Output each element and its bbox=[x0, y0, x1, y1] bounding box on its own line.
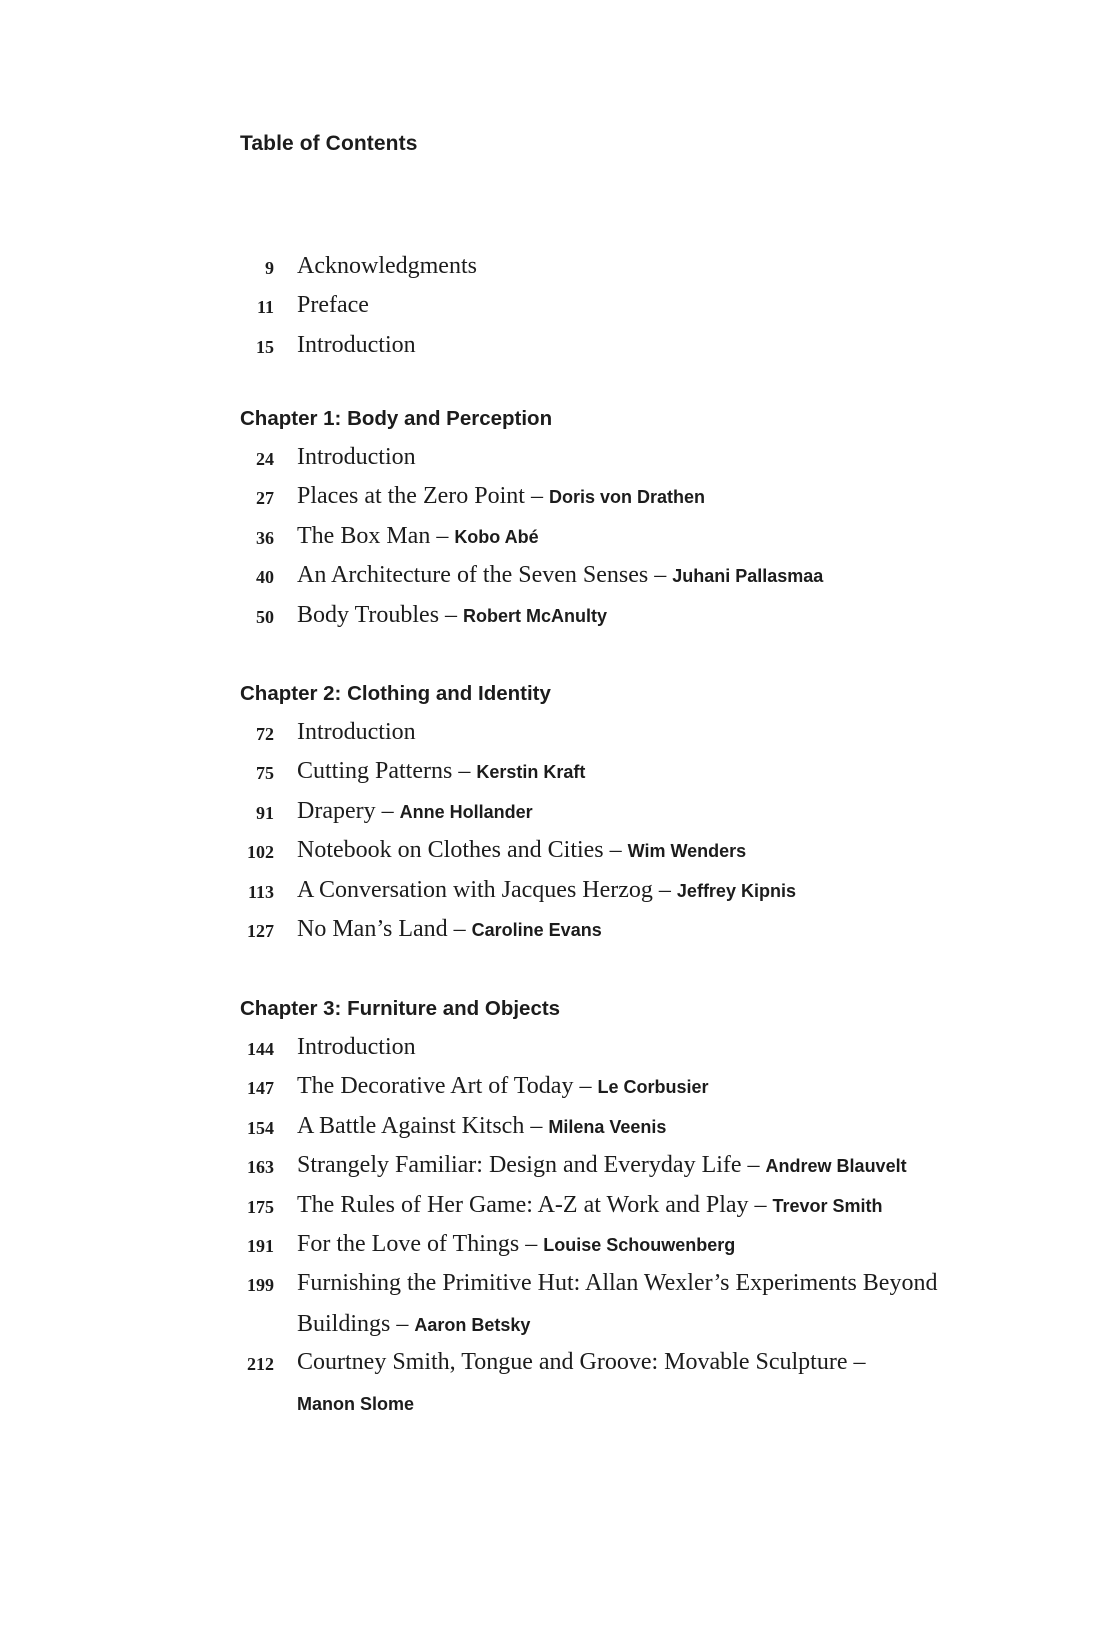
entry-text bbox=[297, 1145, 947, 1187]
page-number: 175 bbox=[247, 1197, 274, 1217]
chapter-heading: Chapter 2: Clothing and Identity bbox=[240, 682, 551, 705]
entry-author: Trevor Smith bbox=[772, 1196, 883, 1216]
entry-text bbox=[297, 1066, 947, 1108]
toc-entry[interactable] bbox=[0, 791, 1097, 832]
entry-title: The Rules of Her Game: A-Z at Work and Play bbox=[297, 1192, 749, 1218]
entry-title: Strangely Familiar: Design and Everyday Life bbox=[297, 1152, 742, 1178]
entry-author: Louise Schouwenberg bbox=[543, 1235, 736, 1255]
entry-title: Acknowledgments bbox=[297, 253, 477, 279]
entry-author: Juhani Pallasmaa bbox=[672, 566, 824, 586]
toc-entry[interactable] bbox=[0, 1185, 1097, 1226]
page-number: 11 bbox=[256, 297, 274, 317]
toc-entry[interactable] bbox=[0, 437, 1097, 478]
author-separator: – bbox=[654, 562, 667, 588]
page-number: 9 bbox=[265, 258, 274, 278]
entry-text bbox=[297, 246, 947, 287]
author-separator: – bbox=[396, 1311, 409, 1337]
entry-text bbox=[297, 555, 947, 597]
toc-entry[interactable] bbox=[0, 909, 1097, 950]
toc-entry[interactable] bbox=[0, 285, 1097, 326]
entry-text bbox=[297, 830, 947, 872]
entry-text bbox=[297, 437, 947, 478]
entry-text bbox=[297, 791, 947, 833]
entry-title: Body Troubles bbox=[297, 602, 440, 628]
entry-title: Introduction bbox=[297, 719, 416, 745]
entry-author: Jeffrey Kipnis bbox=[676, 881, 796, 901]
toc-entry[interactable] bbox=[0, 712, 1097, 753]
toc-entry[interactable] bbox=[0, 516, 1097, 557]
page-number: 36 bbox=[256, 528, 274, 548]
author-separator: – bbox=[445, 602, 458, 628]
author-separator: – bbox=[747, 1152, 760, 1178]
entry-title: Introduction bbox=[297, 1034, 416, 1060]
author-separator: – bbox=[853, 1349, 866, 1375]
page-number: 113 bbox=[247, 882, 274, 902]
entry-author: Doris von Drathen bbox=[548, 487, 705, 507]
page-number: 191 bbox=[247, 1236, 274, 1256]
page-number: 72 bbox=[256, 724, 274, 744]
page-number: 75 bbox=[256, 763, 274, 783]
toc-entry[interactable] bbox=[0, 1263, 1097, 1345]
entry-title: Introduction bbox=[297, 444, 416, 470]
entry-author: Milena Veenis bbox=[548, 1117, 667, 1137]
entry-text bbox=[297, 751, 947, 793]
entry-author: Caroline Evans bbox=[471, 920, 602, 940]
toc-entry[interactable] bbox=[0, 325, 1097, 366]
entry-text bbox=[297, 1106, 947, 1148]
entry-author: Robert McAnulty bbox=[463, 606, 608, 626]
entry-text bbox=[297, 870, 947, 912]
toc-entry[interactable] bbox=[0, 870, 1097, 911]
page-number: 127 bbox=[247, 921, 274, 941]
entry-text bbox=[297, 516, 947, 558]
author-separator: – bbox=[754, 1192, 767, 1218]
page-number: 15 bbox=[256, 337, 274, 357]
author-separator: – bbox=[458, 758, 471, 784]
toc-entry[interactable] bbox=[0, 246, 1097, 287]
entry-author: Le Corbusier bbox=[597, 1077, 709, 1097]
entry-title: An Architecture of the Seven Senses bbox=[297, 562, 649, 588]
toc-entry[interactable] bbox=[0, 1145, 1097, 1186]
entry-text bbox=[297, 325, 947, 366]
entry-title: No Man’s Land bbox=[297, 916, 448, 942]
entry-title: Introduction bbox=[297, 332, 416, 358]
author-separator: – bbox=[381, 798, 394, 824]
author-separator: – bbox=[530, 483, 543, 509]
page-number: 144 bbox=[247, 1039, 274, 1059]
entry-text bbox=[297, 1027, 947, 1068]
toc-entry[interactable] bbox=[0, 1106, 1097, 1147]
entry-author: Andrew Blauvelt bbox=[765, 1156, 907, 1176]
entry-author: Kobo Abé bbox=[454, 527, 539, 547]
toc-entry[interactable] bbox=[0, 1224, 1097, 1265]
page-number: 154 bbox=[247, 1118, 274, 1138]
page-number: 163 bbox=[247, 1157, 274, 1177]
author-separator: – bbox=[579, 1073, 592, 1099]
page-number: 212 bbox=[247, 1354, 274, 1374]
entry-title: Cutting Patterns bbox=[297, 758, 453, 784]
entry-title: A Battle Against Kitsch bbox=[297, 1113, 525, 1139]
page-number: 24 bbox=[256, 449, 274, 469]
entry-text bbox=[297, 595, 947, 637]
toc-entry[interactable] bbox=[0, 476, 1097, 517]
entry-title: A Conversation with Jacques Herzog bbox=[297, 877, 653, 903]
entry-text bbox=[297, 285, 947, 326]
chapter-heading: Chapter 1: Body and Perception bbox=[240, 407, 553, 430]
author-separator: – bbox=[436, 523, 449, 549]
entry-text bbox=[297, 1263, 947, 1346]
page-number: 147 bbox=[247, 1078, 274, 1098]
entry-title: The Decorative Art of Today bbox=[297, 1073, 574, 1099]
author-separator: – bbox=[525, 1231, 538, 1257]
page-title: Table of Contents bbox=[240, 132, 418, 155]
entry-title: Drapery bbox=[297, 798, 376, 824]
entry-title: Furnishing the Primitive Hut: Allan Wexler’s Experiments Beyond Buildings bbox=[297, 1270, 938, 1337]
toc-entry[interactable] bbox=[0, 1342, 1097, 1424]
entry-text bbox=[297, 1224, 947, 1266]
entry-author: Aaron Betsky bbox=[414, 1315, 531, 1335]
entry-author: Manon Slome bbox=[297, 1394, 415, 1414]
entry-text bbox=[297, 476, 947, 518]
entry-text bbox=[297, 1342, 947, 1425]
author-separator: – bbox=[609, 837, 622, 863]
author-separator: – bbox=[530, 1113, 543, 1139]
page-number: 91 bbox=[256, 803, 274, 823]
page-number: 199 bbox=[247, 1275, 274, 1295]
entry-text bbox=[297, 909, 947, 951]
author-separator: – bbox=[453, 916, 466, 942]
toc-entry[interactable] bbox=[0, 1027, 1097, 1068]
entry-title: Notebook on Clothes and Cities bbox=[297, 837, 604, 863]
page-number: 27 bbox=[256, 488, 274, 508]
entry-title: Places at the Zero Point bbox=[297, 483, 525, 509]
toc-entry[interactable] bbox=[0, 595, 1097, 636]
toc-entry[interactable] bbox=[0, 1066, 1097, 1107]
entry-title: Preface bbox=[297, 292, 369, 318]
entry-title: For the Love of Things bbox=[297, 1231, 520, 1257]
page-number: 40 bbox=[256, 567, 274, 587]
page-number: 102 bbox=[247, 842, 274, 862]
entry-text bbox=[297, 1185, 947, 1227]
author-separator: – bbox=[658, 877, 671, 903]
entry-author: Wim Wenders bbox=[627, 841, 747, 861]
entry-author: Kerstin Kraft bbox=[476, 762, 586, 782]
page-number: 50 bbox=[256, 607, 274, 627]
toc-entry[interactable] bbox=[0, 751, 1097, 792]
toc-entry[interactable] bbox=[0, 555, 1097, 596]
chapter-heading: Chapter 3: Furniture and Objects bbox=[240, 997, 561, 1020]
entry-text bbox=[297, 712, 947, 753]
entry-title: The Box Man bbox=[297, 523, 431, 549]
entry-title: Courtney Smith, Tongue and Groove: Movable Sculpture bbox=[297, 1349, 848, 1375]
entry-author: Anne Hollander bbox=[399, 802, 533, 822]
toc-entry[interactable] bbox=[0, 830, 1097, 871]
